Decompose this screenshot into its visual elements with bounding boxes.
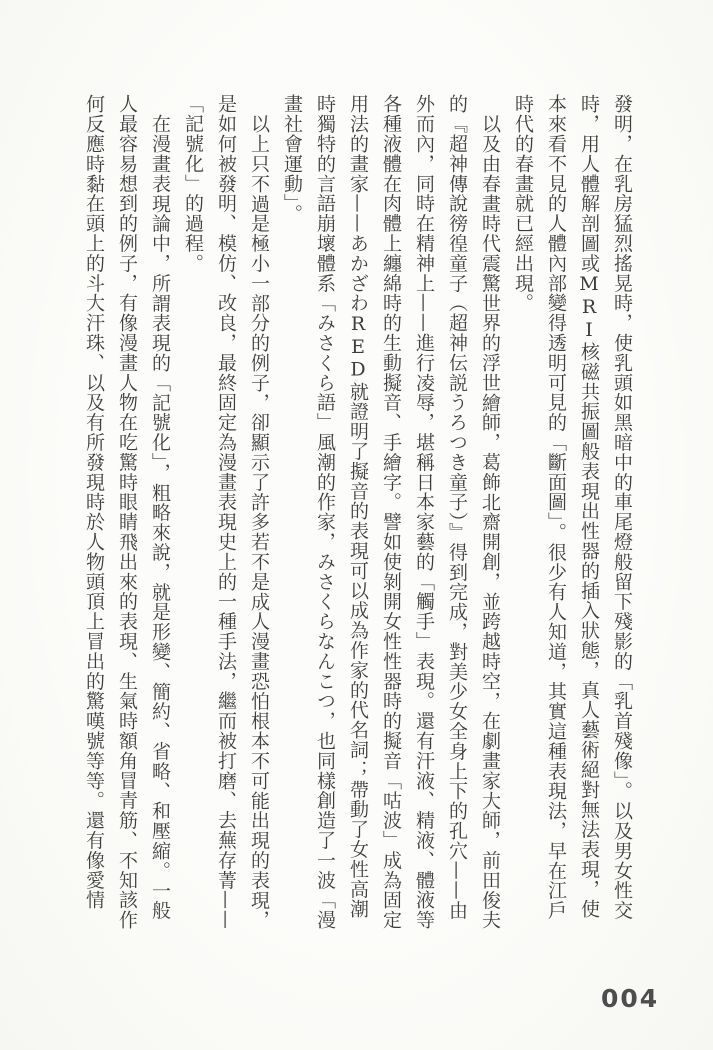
paragraph: 以上只不過是極小一部分的例子，卻顯示了許多若不是成人漫畫恐怕根本不可能出現的表現，是如何被發明、模仿、改良，最終固定為漫畫表現史上的一種手法，繼而被打磨、去蕪存菁——「記號化」的過程。: [182, 94, 270, 930]
page-number: 004: [601, 984, 660, 1013]
paragraph: 在漫畫表現論中，所謂表現的「記號化」，粗略來說，就是形變、簡約、省略、和壓縮。一般人最容易想到的例子，有像漫畫人物在吃驚時眼睛飛出來的表現、生氣時額角冒青筋、不知該作何反應時黏在頭上的斗大汗珠、以及有所發現時於人物頭頂上冒出的驚嘆號等等。還有像愛情: [83, 94, 171, 930]
vertical-text-block: [77, 94, 638, 932]
paragraph: 發明，在乳房猛烈搖晃時，使乳頭如黑暗中的車尾燈般留下殘影的「乳首殘像」。以及男女性交時，用人體解剖圖或MRI核磁共振圖般表現出性器的插入狀態，真人藝術絕對無法表現，使本來看不見的人體內部變得透明可見的「斷面圖」。很少有人知道，其實這種表現法，早在江戶時代的春畫就已經出現。: [512, 94, 633, 921]
paragraph: 以及由春畫時代震驚世界的浮世繪師，葛飾北齋開創，並跨越時空，在劇畫家大師，前田俊夫的『超神傳說徬徨童子（超神伝説うろつき童子）』得到完成，對美少女全身上下的孔穴——由外而內，同時在精神上——進行凌辱，堪稱日本家藝的「觸手」表現。還有汗液、精液、體液等各種液體在肉體上纏綿時的生動擬音、手繪字。譬如使剝開女性性器時的擬音「咕波」成為固定用法的畫家——あかざわRED就證明了擬音的表現可以成為作家的代名詞；帶動了女性高潮時獨特的言語崩壞體系「みさくら語」風潮的作家，みさくらなんこつ，也同樣創造了一波「漫畫社會運動」。: [281, 94, 501, 930]
